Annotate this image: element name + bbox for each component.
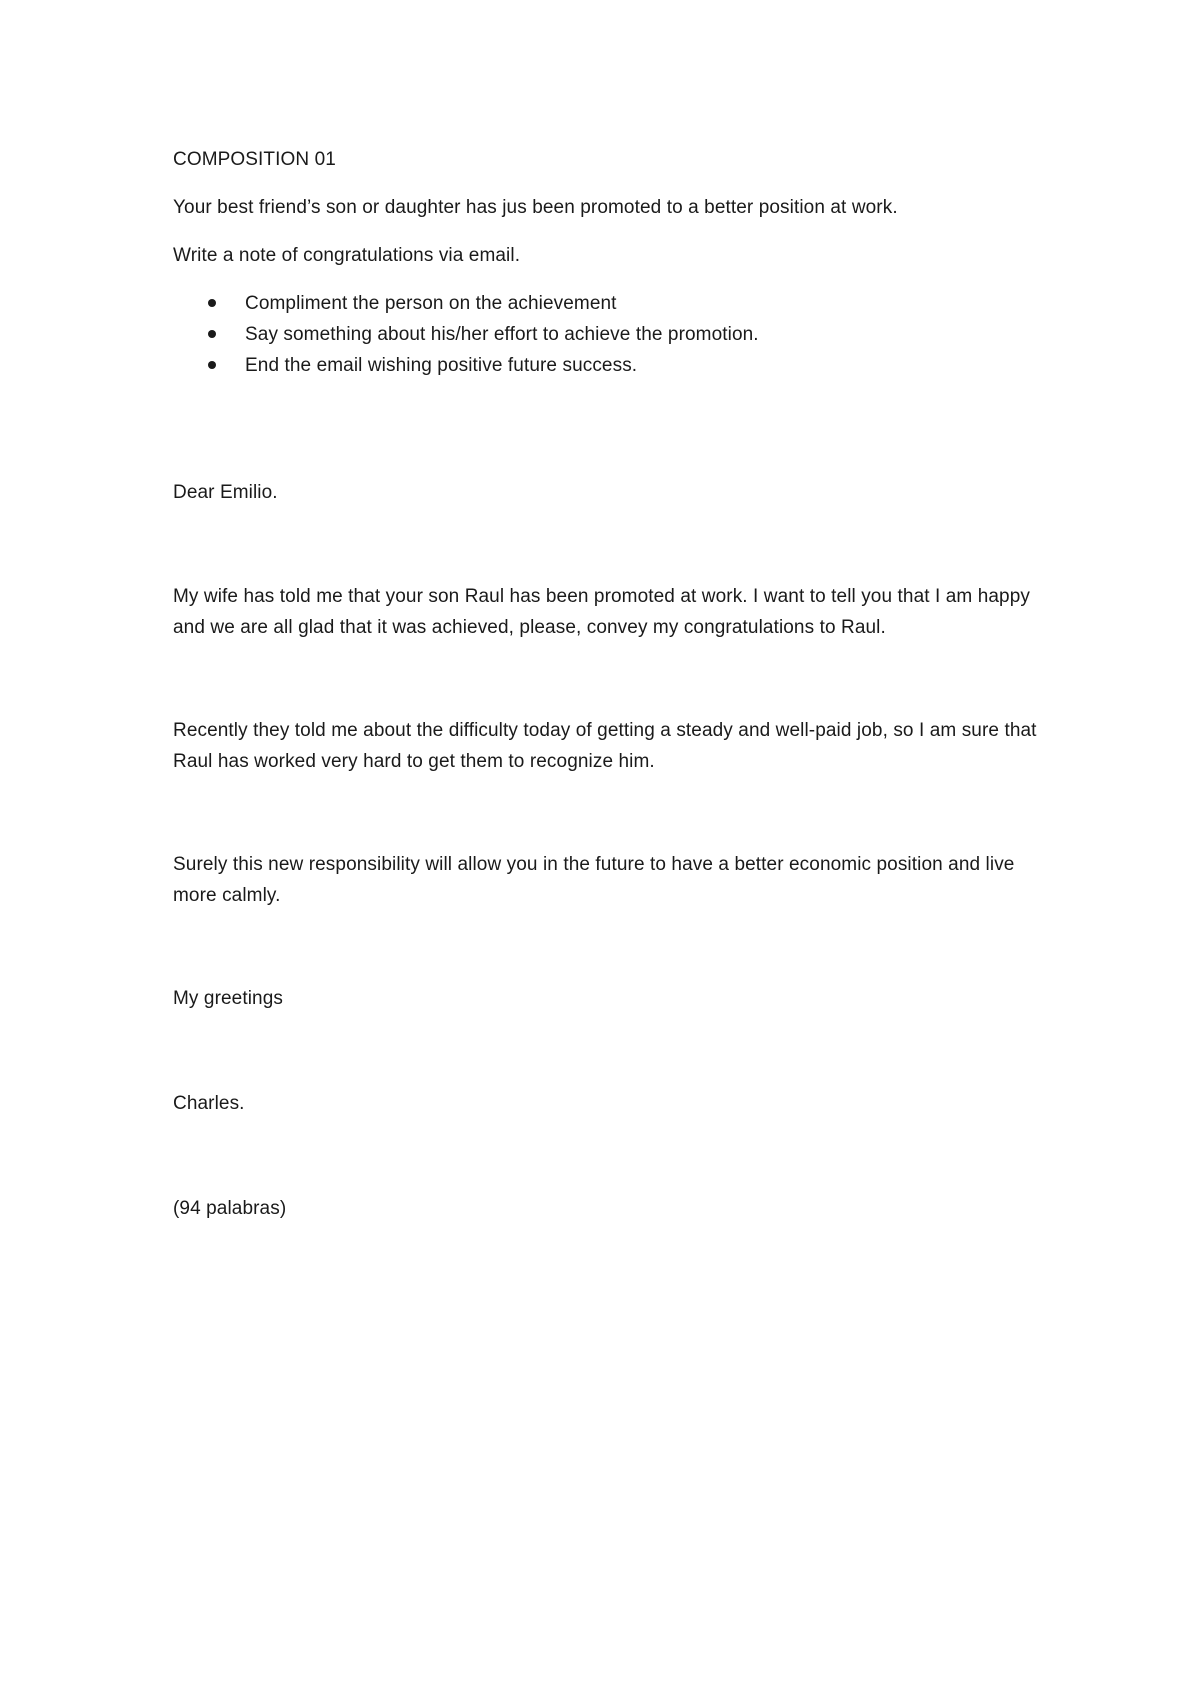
composition-title: COMPOSITION 01 xyxy=(173,149,336,170)
letter-paragraph-3: Surely this new responsibility will allow you in the future to have a better economic position and live more calmly. xyxy=(173,854,1015,906)
bullet-text: End the email wishing positive future success. xyxy=(245,355,638,376)
letter-closing: My greetings xyxy=(173,988,283,1009)
word-count-note: (94 palabras) xyxy=(173,1198,287,1219)
letter-signature: Charles. xyxy=(173,1093,245,1114)
list-item xyxy=(173,288,1053,319)
bullet-icon xyxy=(208,330,216,338)
prompt-instruction-2: Write a note of congratulations via email. xyxy=(173,245,521,266)
prompt-bullet-list xyxy=(173,288,1053,381)
prompt-instruction-1: Your best friend’s son or daughter has jus been promoted to a better position at work. xyxy=(173,197,898,218)
bullet-icon xyxy=(208,361,216,369)
letter-paragraph-1: My wife has told me that your son Raul has been promoted at work. I want to tell you that I am happy and we are all glad that it was achieved, please, convey my congratulations to Raul. xyxy=(173,586,1030,638)
bullet-text: Say something about his/her effort to achieve the promotion. xyxy=(245,324,759,345)
letter-paragraph-2: Recently they told me about the difficulty today of getting a steady and well-paid job, so I am sure that Raul has worked very hard to get them to recognize him. xyxy=(173,720,1037,772)
bullet-icon xyxy=(208,299,216,307)
bullet-text: Compliment the person on the achievement xyxy=(245,293,617,314)
list-item xyxy=(173,319,1053,350)
list-item xyxy=(173,350,1053,381)
document-body xyxy=(173,144,1053,1219)
letter-greeting: Dear Emilio. xyxy=(173,482,278,503)
